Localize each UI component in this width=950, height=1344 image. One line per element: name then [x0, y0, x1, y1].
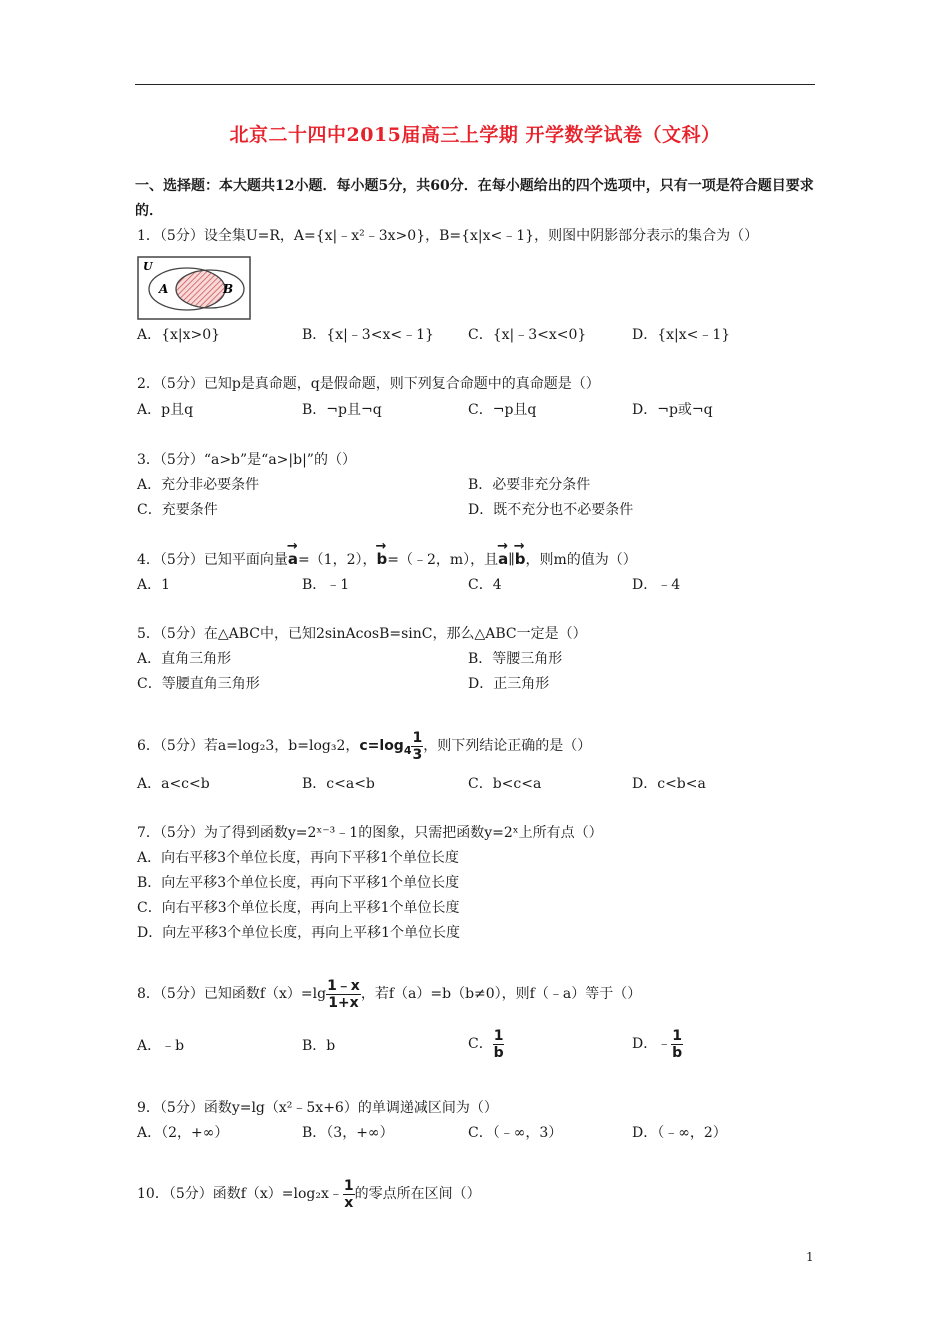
question-1-option-a: A．{x|x>0}: [137, 327, 221, 343]
question-4-option-a: A．1: [137, 577, 171, 593]
question-2-option-d: D．¬p或¬q: [632, 402, 713, 418]
question-2-option-b: B．¬p且¬q: [302, 402, 382, 418]
page-title: 北京二十四中2015届高三上学期 开学数学试卷（文科）: [229, 124, 721, 146]
question-3-option-b: B．必要非充分条件: [468, 477, 591, 493]
log-base-4: 4: [403, 743, 412, 757]
fraction-denominator: x: [344, 1194, 354, 1211]
question-9-option-b: B．（3，+∞）: [302, 1125, 394, 1141]
question-4-option-c: C．4: [468, 577, 502, 593]
fraction-numerator: 1﹣x: [327, 977, 360, 994]
question-4-text-3: =（﹣2，m），且: [387, 552, 499, 568]
question-10-text-1: 10．（5分）函数f（x）=log₂x﹣: [137, 1186, 343, 1202]
vector-b: → b: [377, 549, 388, 569]
fraction-denominator: 3: [412, 746, 423, 763]
parallel-symbol: ∥: [508, 552, 515, 568]
question-8-option-b: B．b: [302, 1038, 336, 1054]
question-5-option-c: C．等腰直角三角形: [137, 676, 260, 692]
question-6-option-c: C．b<c<a: [468, 776, 542, 792]
fraction-numerator: 1: [343, 1177, 354, 1194]
venn-diagram: [137, 256, 253, 322]
header-rule: [135, 84, 815, 85]
question-7-option-b: B．向左平移3个单位长度，再向下平移1个单位长度: [137, 875, 460, 891]
question-6-text-2: ，则下列结论正确的是（）: [423, 738, 592, 754]
question-6-text-1: 6．（5分）若a=log₂3，b=log₃2，: [137, 738, 360, 754]
question-8-option-c: [468, 1026, 504, 1062]
question-7-option-d: D．向左平移3个单位长度，再向上平移1个单位长度: [137, 925, 461, 941]
question-8-stem: [137, 976, 641, 1012]
question-4-text-4: ，则m的值为（）: [525, 552, 637, 568]
fraction-1-minus-x-over-1-plus-x: [326, 978, 361, 1011]
question-9-option-c: C．（﹣∞，3）: [468, 1125, 563, 1141]
venn-label-u: U: [143, 260, 153, 273]
fraction-1-over-x: [343, 1178, 355, 1211]
question-6-option-d: D．c<b<a: [632, 776, 706, 792]
question-10-text-2: 的零点所在区间（）: [354, 1186, 481, 1202]
question-4-stem: [137, 549, 637, 570]
question-4-text-2: =（1，2），: [297, 552, 377, 568]
fraction-denominator: b: [493, 1044, 504, 1061]
question-1-option-b: B．{x|﹣3<x<﹣1}: [302, 327, 434, 343]
fraction-denominator: 1+x: [328, 994, 359, 1011]
option-d-label: D．: [632, 1036, 658, 1052]
fraction-numerator: 1: [412, 729, 423, 746]
question-4-option-b: B．﹣1: [302, 577, 350, 593]
question-7-option-a: A．向右平移3个单位长度，再向下平移1个单位长度: [137, 850, 459, 866]
fraction-1-over-b: [671, 1028, 683, 1061]
vector-a: → a: [288, 549, 298, 569]
venn-label-b: B: [223, 282, 234, 296]
question-9-option-a: A．（2，+∞）: [137, 1125, 229, 1141]
question-5-option-d: D．正三角形: [468, 676, 550, 692]
question-2-option-a: A．p且q: [137, 402, 194, 418]
question-8-text-2: ，若f（a）=b（b≠0），则f（﹣a）等于（）: [360, 986, 642, 1002]
question-8-option-a: A．﹣b: [137, 1038, 185, 1054]
fraction-numerator: 1: [672, 1027, 682, 1044]
question-6-stem: [137, 728, 591, 769]
page-number: 1: [806, 1250, 814, 1264]
question-1-option-d: D．{x|x<﹣1}: [632, 327, 731, 343]
question-5-option-a: A．直角三角形: [137, 651, 232, 667]
question-4-option-d: D．﹣4: [632, 577, 681, 593]
question-2-stem: 2．（5分）已知p是真命题，q是假命题，则下列复合命题中的真命题是（）: [137, 376, 600, 392]
question-6-option-b: B．c<a<b: [302, 776, 375, 792]
question-3-option-c: C．充要条件: [137, 502, 218, 518]
question-4-text-1: 4．（5分）已知平面向量: [137, 552, 288, 568]
fraction-numerator: 1: [493, 1027, 504, 1044]
question-9-option-d: D．（﹣∞，2）: [632, 1125, 727, 1141]
question-1-option-c: C．{x|﹣3<x<0}: [468, 327, 587, 343]
question-9-stem: 9．（5分）函数y=lg（x²﹣5x+6）的单调递减区间为（）: [137, 1100, 498, 1116]
vector-a-parallel: → a: [498, 549, 508, 569]
question-5-option-b: B．等腰三角形: [468, 651, 563, 667]
question-2-option-c: C．¬p且q: [468, 402, 537, 418]
fraction-one-third: [411, 730, 423, 763]
question-3-option-d: D．既不充分也不必要条件: [468, 502, 634, 518]
question-8-option-d: [632, 1026, 683, 1062]
question-3-stem: 3．（5分）“a>b”是“a>|b|”的（）: [137, 452, 356, 468]
option-c-label: C．: [468, 1036, 493, 1052]
question-10-stem: [137, 1176, 481, 1212]
c-log-expression: c=log: [359, 738, 404, 754]
vector-b-parallel: → b: [515, 549, 526, 569]
section-heading: 一、选择题：本大题共12小题．每小题5分，共60分．在每小题给出的四个选项中，只有一项是符合题目要求的．: [135, 178, 814, 219]
question-1-stem: 1．（5分）设全集U=R，A={x|﹣x²﹣3x>0}，B={x|x<﹣1}，则图中阴影部分表示的集合为（）: [137, 228, 759, 244]
minus-sign: ﹣: [657, 1036, 672, 1052]
venn-label-a: A: [159, 282, 169, 296]
question-7-stem: 7．（5分）为了得到函数y=2ˣ⁻³﹣1的图象，只需把函数y=2ˣ上所有点（）: [137, 825, 603, 841]
question-6-option-a: A．a<c<b: [137, 776, 210, 792]
fraction-denominator: b: [672, 1044, 683, 1061]
fraction-1-over-b: [493, 1028, 505, 1061]
question-7-option-c: C．向右平移3个单位长度，再向上平移1个单位长度: [137, 900, 460, 916]
question-8-text-1: 8．（5分）已知函数f（x）=lg: [137, 986, 327, 1002]
question-5-stem: 5．（5分）在△ABC中，已知2sinAcosB=sinC，那么△ABC一定是（）: [137, 626, 587, 642]
question-3-option-a: A．充分非必要条件: [137, 477, 260, 493]
